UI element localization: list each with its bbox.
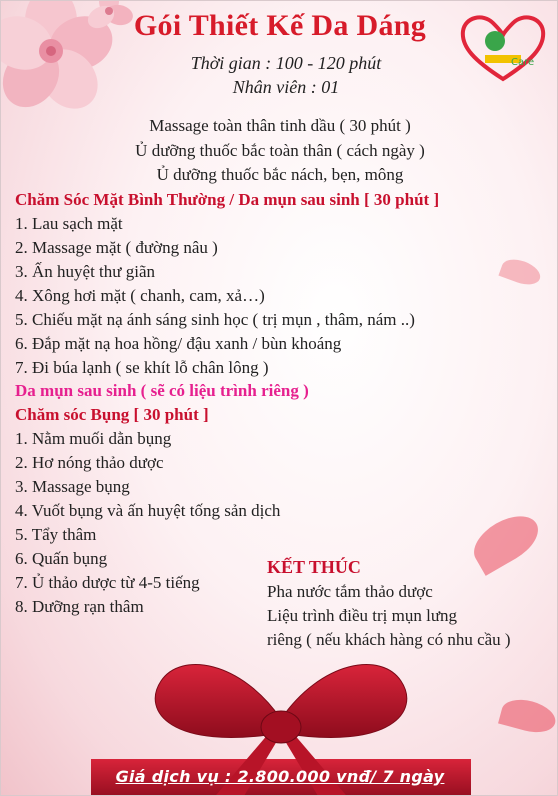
list-item: 2. Massage mặt ( đường nâu ) bbox=[15, 238, 218, 257]
intro-line: Massage toàn thân tinh dầu ( 30 phút ) bbox=[149, 116, 411, 135]
list-item: 5. Tẩy thâm bbox=[15, 525, 97, 544]
face-care-list bbox=[15, 212, 415, 380]
staff-text: Nhân viên : 01 bbox=[232, 77, 340, 97]
ending-line: Pha nước tắm thảo dược bbox=[267, 582, 433, 601]
list-item: 6. Đắp mặt nạ hoa hồng/ đậu xanh / bùn khoáng bbox=[15, 334, 342, 353]
petal-decoration bbox=[498, 694, 558, 737]
duration-text: Thời gian : 100 - 120 phút bbox=[190, 53, 382, 73]
list-item: 2. Hơ nóng thảo dược bbox=[15, 453, 164, 472]
ending-line: Liệu trình điều trị mụn lưng bbox=[267, 606, 458, 625]
list-item: 8. Dưỡng rạn thâm bbox=[15, 597, 144, 616]
list-item: 1. Lau sạch mặt bbox=[15, 214, 123, 233]
face-care-heading: Chăm Sóc Mặt Bình Thường / Da mụn sau sinh [ 30 phút ] bbox=[15, 190, 440, 209]
list-item: 7. Ủ thảo dược từ 4-5 tiếng bbox=[15, 573, 200, 592]
ending-heading: KẾT THÚC bbox=[267, 557, 361, 577]
list-item: 6. Quấn bụng bbox=[15, 549, 108, 568]
list-item: 4. Vuốt bụng và ấn huyệt tống sản dịch bbox=[15, 501, 281, 520]
list-item: 3. Ấn huyệt thư giãn bbox=[15, 262, 156, 281]
belly-care-list bbox=[15, 427, 280, 619]
list-item: 3. Massage bụng bbox=[15, 477, 130, 496]
svg-text:Care: Care bbox=[511, 57, 535, 68]
list-item: 4. Xông hơi mặt ( chanh, cam, xả…) bbox=[15, 286, 265, 305]
price-text: Giá dịch vụ : 2.800.000 vnđ/ 7 ngày bbox=[115, 767, 445, 786]
list-item: 1. Nằm muối dằn bụng bbox=[15, 429, 172, 448]
intro-line: Ủ dưỡng thuốc bắc toàn thân ( cách ngày ) bbox=[135, 141, 425, 160]
page-title: Gói Thiết Kế Da Dáng bbox=[133, 9, 427, 42]
petal-decoration bbox=[498, 255, 543, 289]
petal-decoration bbox=[466, 506, 547, 576]
acne-note: Da mụn sau sinh ( sẽ có liệu trình riêng ) bbox=[15, 381, 309, 400]
ending-line: riêng ( nếu khách hàng có nhu cầu ) bbox=[267, 630, 511, 649]
intro-line: Ủ dưỡng thuốc bắc nách, bẹn, mông bbox=[156, 165, 404, 184]
list-item: 7. Đi búa lạnh ( se khít lỗ chân lông ) bbox=[15, 358, 269, 377]
belly-care-heading: Chăm sóc Bụng [ 30 phút ] bbox=[15, 405, 209, 424]
list-item: 5. Chiếu mặt nạ ánh sáng sinh học ( trị mụn , thâm, nám ..) bbox=[15, 310, 415, 329]
